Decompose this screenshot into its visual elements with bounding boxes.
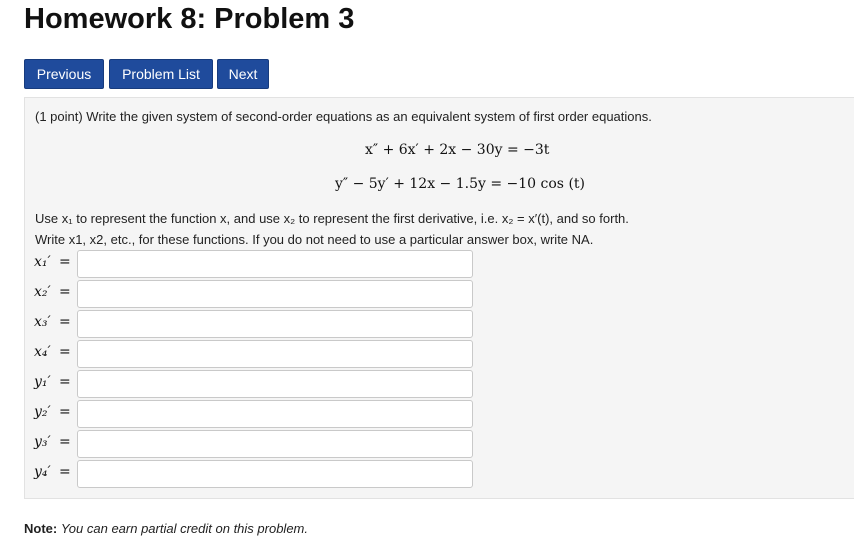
answer-input-x4[interactable] — [77, 340, 473, 368]
answer-row-x4 — [31, 340, 491, 368]
answer-label-x4: x₄′ — [34, 344, 51, 360]
answer-label-y2: y₂′ — [34, 404, 51, 420]
answer-input-y1[interactable] — [77, 370, 473, 398]
problem-intro: (1 point) Write the given system of second-order equations as an equivalent system of first order equations. — [35, 109, 652, 124]
note-text: You can earn partial credit on this problem. — [60, 521, 308, 536]
equals-sign: = — [59, 464, 71, 480]
equals-sign: = — [59, 434, 71, 450]
answer-label-y1: y₁′ — [34, 374, 51, 390]
answer-row-y2 — [31, 400, 491, 428]
answer-input-x1[interactable] — [77, 250, 473, 278]
answer-input-x2[interactable] — [77, 280, 473, 308]
answer-row-x3 — [31, 310, 491, 338]
answer-label-y3: y₃′ — [34, 434, 51, 450]
answer-label-x3: x₃′ — [34, 314, 51, 330]
answer-row-x1 — [31, 250, 491, 278]
answer-row-y1 — [31, 370, 491, 398]
answer-label-x2: x₂′ — [34, 284, 51, 300]
equals-sign: = — [59, 314, 71, 330]
answer-input-y4[interactable] — [77, 460, 473, 488]
answer-label-y4: y₄′ — [34, 464, 51, 480]
instructions-line-2: Write x1, x2, etc., for these functions. If you do not need to use a particular answer box, write NA. — [35, 232, 594, 247]
answer-row-y4 — [31, 460, 491, 488]
equals-sign: = — [59, 374, 71, 390]
answer-label-x1: x₁′ — [34, 254, 51, 270]
note-label: Note: — [24, 521, 58, 536]
problem-list-button[interactable]: Problem List — [109, 59, 213, 89]
partial-credit-note — [24, 521, 308, 536]
answer-input-y3[interactable] — [77, 430, 473, 458]
next-button[interactable]: Next — [217, 59, 269, 89]
previous-button[interactable]: Previous — [24, 59, 104, 89]
answer-row-x2 — [31, 280, 491, 308]
equation-2: y″ − 5y′ + 12x − 1.5y = −10 cos (t) — [335, 176, 585, 192]
problem-panel — [24, 97, 854, 499]
equals-sign: = — [59, 254, 71, 270]
equals-sign: = — [59, 404, 71, 420]
answer-row-y3 — [31, 430, 491, 458]
page-title: Homework 8: Problem 3 — [24, 3, 355, 35]
equals-sign: = — [59, 344, 71, 360]
answer-input-x3[interactable] — [77, 310, 473, 338]
equation-1: x″ + 6x′ + 2x − 30y = −3t — [365, 142, 550, 158]
answer-input-y2[interactable] — [77, 400, 473, 428]
instructions-line-1: Use x₁ to represent the function x, and use x₂ to represent the first derivative, i.e. x₂ = x′(t), and so forth. — [35, 211, 629, 226]
equals-sign: = — [59, 284, 71, 300]
